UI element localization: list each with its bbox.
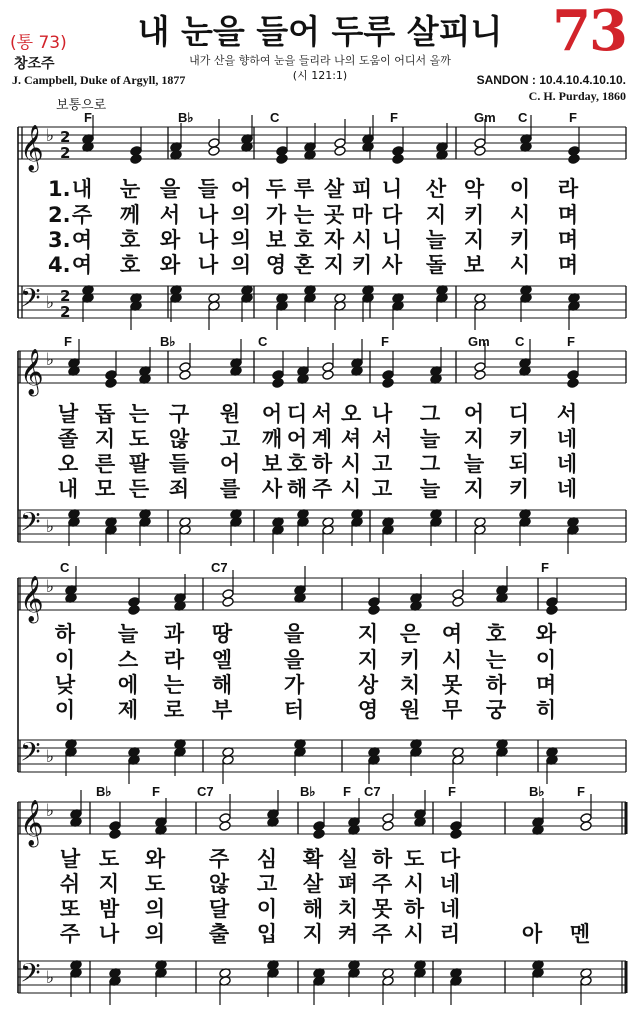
lyric-syllable: 고 (371, 452, 393, 476)
time-signature-treble-top: 2 (60, 128, 71, 146)
lyric-syllable: 오 (340, 402, 362, 426)
lyric-syllable: 낮 (54, 673, 76, 697)
lyric-syllable: 원 (399, 698, 421, 722)
lyric-syllable: 켜 (337, 922, 359, 946)
lyric-syllable: 지 (463, 228, 485, 252)
lyric-syllable: 해 (211, 673, 233, 697)
lyric-syllable: 무 (441, 698, 463, 722)
lyric-syllable: 않 (208, 872, 230, 896)
lyric-syllable: 호 (485, 622, 507, 646)
treble-clef-icon: 𝄞 (20, 349, 44, 395)
lyric-syllable: 부 (211, 698, 233, 722)
bass-clef-icon: 𝄢 (20, 736, 41, 774)
bass-clef-icon: 𝄢 (20, 282, 41, 320)
lyric-syllable: 시 (509, 203, 531, 227)
lyric-syllable: 는 (128, 402, 150, 426)
lyric-syllable: 사 (381, 253, 403, 277)
lyric-syllable: 이 (54, 648, 76, 672)
lyric-syllable: 보 (265, 228, 287, 252)
lyric-syllable: 과 (163, 622, 185, 646)
lyric-syllable: 니 (381, 228, 403, 252)
note-head (452, 597, 464, 608)
lyric-syllable: 주 (208, 847, 230, 871)
lyric-syllable: 셔 (340, 427, 362, 451)
lyric-syllable: 치 (399, 673, 421, 697)
lyric-syllable: 지 (323, 253, 345, 277)
lyric-syllable: 가 (283, 673, 305, 697)
lyric-syllable: 의 (230, 253, 252, 277)
lyric-syllable: 주 (311, 477, 333, 501)
lyric-syllable: 여 (71, 228, 93, 252)
note-head (109, 829, 121, 840)
lyric-syllable: 며 (557, 203, 579, 227)
lyric-syllable: 지 (357, 622, 379, 646)
lyric-syllable: 서 (371, 427, 393, 451)
chord-symbol: F (577, 784, 585, 799)
lyric-syllable: 다 (381, 203, 403, 227)
lyric-syllable: 키 (509, 228, 531, 252)
lyric-syllable: 네 (556, 477, 578, 501)
lyric-syllable: 호 (293, 228, 315, 252)
lyric-syllable: 시 (509, 253, 531, 277)
lyric-syllable: 지 (357, 648, 379, 672)
time-signature-bass-bottom: 2 (60, 303, 71, 321)
note-head (322, 370, 334, 381)
lyric-syllable: 키 (508, 427, 530, 451)
lyric-syllable: 입 (256, 922, 278, 946)
chord-symbol: C (60, 560, 70, 575)
lyric-syllable: 돌 (425, 253, 447, 277)
lyric-syllable: 주 (71, 203, 93, 227)
lyric-syllable: 늘 (419, 427, 441, 451)
lyric-syllable: 눈 (119, 177, 141, 201)
chord-symbol: C7 (211, 560, 228, 575)
lyric-syllable: 키 (351, 253, 373, 277)
lyric-syllable: 그 (419, 402, 441, 426)
lyric-syllable: 에 (117, 673, 139, 697)
hymnal-cross-reference: (통 73) (10, 33, 67, 53)
lyric-syllable: 돕 (94, 402, 116, 426)
lyric-syllable: 키 (399, 648, 421, 672)
lyric-syllable: 는 (163, 673, 185, 697)
score-system-2 (18, 334, 626, 554)
lyric-syllable: 지 (94, 427, 116, 451)
lyric-syllable: 며 (535, 673, 557, 697)
lyric-syllable: 그 (419, 452, 441, 476)
lyric-syllable: 서 (311, 402, 333, 426)
lyric-syllable: 라 (557, 177, 579, 201)
lyric-syllable: 마 (351, 203, 373, 227)
lyric-syllable: 어 (261, 402, 283, 426)
chord-symbol: C7 (197, 784, 214, 799)
lyric-syllable: 늘 (463, 452, 485, 476)
verse-number: 4. (48, 253, 71, 277)
lyric-syllable: 오 (57, 452, 79, 476)
lyric-syllable: 보 (463, 253, 485, 277)
lyric-syllable: 이 (256, 897, 278, 921)
tempo-marking: 보통으로 (56, 98, 107, 113)
verse-number: 3. (48, 228, 71, 252)
lyric-syllable: 시 (441, 648, 463, 672)
lyric-syllable: 않 (168, 427, 190, 451)
chord-symbol: Gm (468, 334, 490, 349)
chord-symbol: F (541, 560, 549, 575)
lyric-syllable: 도 (144, 872, 166, 896)
lyric-syllable: 를 (219, 477, 241, 501)
lyric-syllable: 니 (381, 177, 403, 201)
time-signature-treble-bottom: 2 (60, 144, 71, 162)
lyric-syllable: 원 (219, 402, 241, 426)
flat-key-signature-icon: ♭ (46, 126, 55, 146)
lyric-syllable: 내 (57, 477, 79, 501)
lyric-syllable: 히 (535, 698, 557, 722)
chord-symbol: F (567, 334, 575, 349)
lyric-syllable: 네 (556, 427, 578, 451)
note-head (568, 154, 580, 165)
scripture-reference: (시 121:1) (292, 69, 348, 82)
lyric-syllable: 스 (117, 648, 139, 672)
lyric-syllable: 서 (159, 203, 181, 227)
lyric-syllable: 아 (521, 922, 543, 946)
lyric-syllable: 날 (59, 847, 81, 871)
chord-symbol: F (64, 334, 72, 349)
lyric-syllable: 이 (509, 177, 531, 201)
lyric-syllable: 여 (71, 253, 93, 277)
lyric-syllable: 주 (371, 922, 393, 946)
lyric-syllable: 살 (323, 177, 345, 201)
bass-clef-icon: 𝄢 (20, 506, 41, 544)
lyric-syllable: 나 (197, 253, 219, 277)
lyric-syllable: 네 (556, 452, 578, 476)
lyric-syllable: 어 (230, 177, 252, 201)
lyric-syllable: 는 (485, 648, 507, 672)
lyric-syllable: 와 (535, 622, 557, 646)
lyric-syllable: 호 (286, 452, 308, 476)
lyric-syllable: 내 (71, 177, 93, 201)
lyric-syllable: 지 (425, 203, 447, 227)
lyric-syllable: 주 (59, 922, 81, 946)
lyric-syllable: 터 (283, 698, 305, 722)
lyric-syllable: 구 (168, 402, 190, 426)
lyric-syllable: 가 (265, 203, 287, 227)
lyric-syllable: 네 (439, 897, 461, 921)
lyric-syllable: 와 (144, 847, 166, 871)
lyric-syllable: 나 (197, 228, 219, 252)
chord-symbol: B♭ (178, 110, 194, 125)
lyric-syllable: 지 (463, 477, 485, 501)
lyric-syllable: 와 (159, 253, 181, 277)
lyric-syllable: 지 (302, 922, 324, 946)
lyric-syllable: 라 (163, 648, 185, 672)
lyric-syllable: 또 (59, 897, 81, 921)
note-head (179, 370, 191, 381)
chord-symbol: F (448, 784, 456, 799)
lyric-syllable: 궁 (485, 698, 507, 722)
lyric-syllable: 살 (302, 872, 324, 896)
lyric-syllable: 지 (463, 427, 485, 451)
lyric-syllable: 든 (128, 477, 150, 501)
lyric-syllable: 시 (403, 922, 425, 946)
lyric-syllable: 들 (168, 452, 190, 476)
verse-number: 1. (48, 177, 71, 201)
lyric-syllable: 디 (286, 402, 308, 426)
note-head (474, 370, 486, 381)
chord-symbol: Gm (474, 110, 496, 125)
lyric-syllable: 이 (535, 648, 557, 672)
note-head (450, 829, 462, 840)
note-head (474, 146, 486, 157)
lyric-syllable: 늘 (117, 622, 139, 646)
treble-clef-icon: 𝄞 (20, 576, 44, 622)
note-head (334, 146, 346, 157)
hymn-number: 73 (552, 0, 626, 64)
lyric-syllable: 다 (439, 847, 461, 871)
verse-number: 2. (48, 203, 71, 227)
lyric-syllable: 자 (323, 228, 345, 252)
note-head (222, 597, 234, 608)
chord-symbol: C (270, 110, 280, 125)
lyric-syllable: 혼 (293, 253, 315, 277)
note-head (130, 154, 142, 165)
score-system-1 (18, 110, 626, 330)
lyric-syllable: 여 (441, 622, 463, 646)
lyric-syllable: 못 (371, 897, 393, 921)
lyric-syllable: 피 (351, 177, 373, 201)
lyric-syllable: 땅 (211, 622, 233, 646)
lyric-syllable: 어 (219, 452, 241, 476)
lyric-syllable: 께 (119, 203, 141, 227)
lyric-syllable: 도 (128, 427, 150, 451)
lyric-syllable: 실 (337, 847, 359, 871)
time-signature-bass-top: 2 (60, 287, 71, 305)
lyric-syllable: 해 (286, 477, 308, 501)
lyric-syllable: 달 (208, 897, 230, 921)
lyric-syllable: 제 (117, 698, 139, 722)
lyric-syllable: 쉬 (59, 872, 81, 896)
lyric-syllable: 멘 (569, 922, 591, 946)
lyric-syllable: 도 (403, 847, 425, 871)
lyric-syllable: 주 (371, 872, 393, 896)
lyric-syllable: 펴 (337, 872, 359, 896)
chord-symbol: B♭ (300, 784, 316, 799)
treble-clef-icon: 𝄞 (20, 800, 44, 846)
chord-symbol: B♭ (96, 784, 112, 799)
lyricist-credit: J. Campbell, Duke of Argyll, 1877 (12, 73, 186, 87)
score-system-4 (18, 784, 626, 1005)
lyric-syllable: 계 (311, 427, 333, 451)
lyric-syllable: 시 (340, 452, 362, 476)
flat-key-signature-icon: ♭ (46, 968, 55, 988)
flat-key-signature-icon: ♭ (46, 517, 55, 537)
chord-symbol: F (84, 110, 92, 125)
lyric-syllable: 하 (485, 673, 507, 697)
note-head (382, 378, 394, 389)
lyric-syllable: 나 (98, 922, 120, 946)
lyric-syllable: 나 (197, 203, 219, 227)
lyric-syllable: 와 (159, 228, 181, 252)
lyric-syllable: 두 (265, 177, 287, 201)
lyric-syllable: 디 (508, 402, 530, 426)
lyric-syllable: 하 (403, 897, 425, 921)
lyric-syllable: 이 (54, 698, 76, 722)
lyric-syllable: 며 (557, 228, 579, 252)
lyric-syllable: 팔 (128, 452, 150, 476)
note-head (567, 378, 579, 389)
composer-credit: C. H. Purday, 1860 (528, 89, 626, 103)
note-head (219, 821, 231, 832)
lyric-syllable: 상 (357, 673, 379, 697)
note-head (580, 821, 592, 832)
lyric-syllable: 보 (261, 452, 283, 476)
flat-key-signature-icon: ♭ (46, 293, 55, 313)
chord-symbol: F (381, 334, 389, 349)
lyric-syllable: 어 (463, 402, 485, 426)
lyric-syllable: 영 (265, 253, 287, 277)
lyric-syllable: 의 (230, 203, 252, 227)
lyric-syllable: 루 (293, 177, 315, 201)
lyric-syllable: 의 (144, 897, 166, 921)
note-head (105, 378, 117, 389)
lyric-syllable: 심 (256, 847, 278, 871)
lyric-syllable: 을 (283, 622, 305, 646)
chord-symbol: C7 (364, 784, 381, 799)
lyric-syllable: 키 (463, 203, 485, 227)
lyric-syllable: 되 (508, 452, 530, 476)
lyric-syllable: 지 (98, 872, 120, 896)
lyric-syllable: 시 (340, 477, 362, 501)
lyric-syllable: 늘 (425, 228, 447, 252)
lyric-syllable: 시 (403, 872, 425, 896)
lyric-syllable: 는 (293, 203, 315, 227)
chord-symbol: B♭ (160, 334, 176, 349)
lyric-syllable: 깨 (261, 427, 283, 451)
lyric-syllable: 며 (557, 253, 579, 277)
lyric-syllable: 의 (230, 228, 252, 252)
flat-key-signature-icon: ♭ (46, 350, 55, 370)
note-head (208, 146, 220, 157)
chord-symbol: C (515, 334, 525, 349)
lyric-syllable: 출 (208, 922, 230, 946)
lyric-syllable: 영 (357, 698, 379, 722)
note-head (392, 154, 404, 165)
lyric-syllable: 을 (159, 177, 181, 201)
note-head (128, 605, 140, 616)
lyric-syllable: 고 (219, 427, 241, 451)
note-head (272, 378, 284, 389)
note-head (313, 829, 325, 840)
note-head (546, 605, 558, 616)
scripture-verse: 내가 산을 향하여 눈을 들리라 나의 도움이 어디서 올까 (189, 54, 451, 67)
score-system-3 (18, 560, 626, 784)
lyric-syllable: 나 (371, 402, 393, 426)
lyric-syllable: 을 (283, 648, 305, 672)
lyric-syllable: 날 (57, 402, 79, 426)
chord-symbol: C (518, 110, 528, 125)
hymn-category: 창조주 (14, 56, 55, 72)
lyric-syllable: 네 (439, 872, 461, 896)
chord-symbol: F (569, 110, 577, 125)
lyric-syllable: 산 (425, 177, 447, 201)
lyric-syllable: 엘 (211, 648, 233, 672)
lyric-syllable: 들 (197, 177, 219, 201)
flat-key-signature-icon: ♭ (46, 577, 55, 597)
lyric-syllable: 은 (399, 622, 421, 646)
lyric-syllable: 호 (119, 228, 141, 252)
lyric-syllable: 어 (286, 427, 308, 451)
lyric-syllable: 고 (371, 477, 393, 501)
lyric-syllable: 밤 (98, 897, 120, 921)
chord-symbol: F (343, 784, 351, 799)
lyric-syllable: 리 (439, 922, 461, 946)
chord-symbol: F (390, 110, 398, 125)
lyric-syllable: 악 (463, 177, 485, 201)
note-head (368, 605, 380, 616)
lyric-syllable: 하 (54, 622, 76, 646)
chord-symbol: F (152, 784, 160, 799)
lyric-syllable: 졸 (57, 427, 79, 451)
lyric-syllable: 사 (261, 477, 283, 501)
lyric-syllable: 로 (163, 698, 185, 722)
lyric-syllable: 하 (311, 452, 333, 476)
lyric-syllable: 늘 (419, 477, 441, 501)
flat-key-signature-icon: ♭ (46, 801, 55, 821)
chord-symbol: B♭ (529, 784, 545, 799)
lyric-syllable: 못 (441, 673, 463, 697)
lyric-syllable: 해 (302, 897, 324, 921)
lyric-syllable: 곳 (323, 203, 345, 227)
bass-clef-icon: 𝄢 (20, 957, 41, 995)
note-head (276, 154, 288, 165)
lyric-syllable: 고 (256, 872, 278, 896)
lyric-syllable: 시 (351, 228, 373, 252)
note-head (382, 821, 394, 832)
flat-key-signature-icon: ♭ (46, 747, 55, 767)
lyric-syllable: 의 (144, 922, 166, 946)
lyric-syllable: 른 (94, 452, 116, 476)
treble-clef-icon: 𝄞 (20, 125, 44, 171)
tune-meter: SANDON : 10.4.10.4.10.10. (476, 73, 626, 87)
lyric-syllable: 서 (556, 402, 578, 426)
lyric-syllable: 죄 (168, 477, 190, 501)
lyric-syllable: 키 (508, 477, 530, 501)
lyric-syllable: 모 (94, 477, 116, 501)
lyric-syllable: 확 (302, 847, 324, 871)
chord-symbol: C (258, 334, 268, 349)
lyric-syllable: 호 (119, 253, 141, 277)
lyric-syllable: 치 (337, 897, 359, 921)
lyric-syllable: 하 (371, 847, 393, 871)
hymn-title: 내 눈을 들어 두루 살피니 (137, 12, 503, 51)
lyric-syllable: 도 (98, 847, 120, 871)
